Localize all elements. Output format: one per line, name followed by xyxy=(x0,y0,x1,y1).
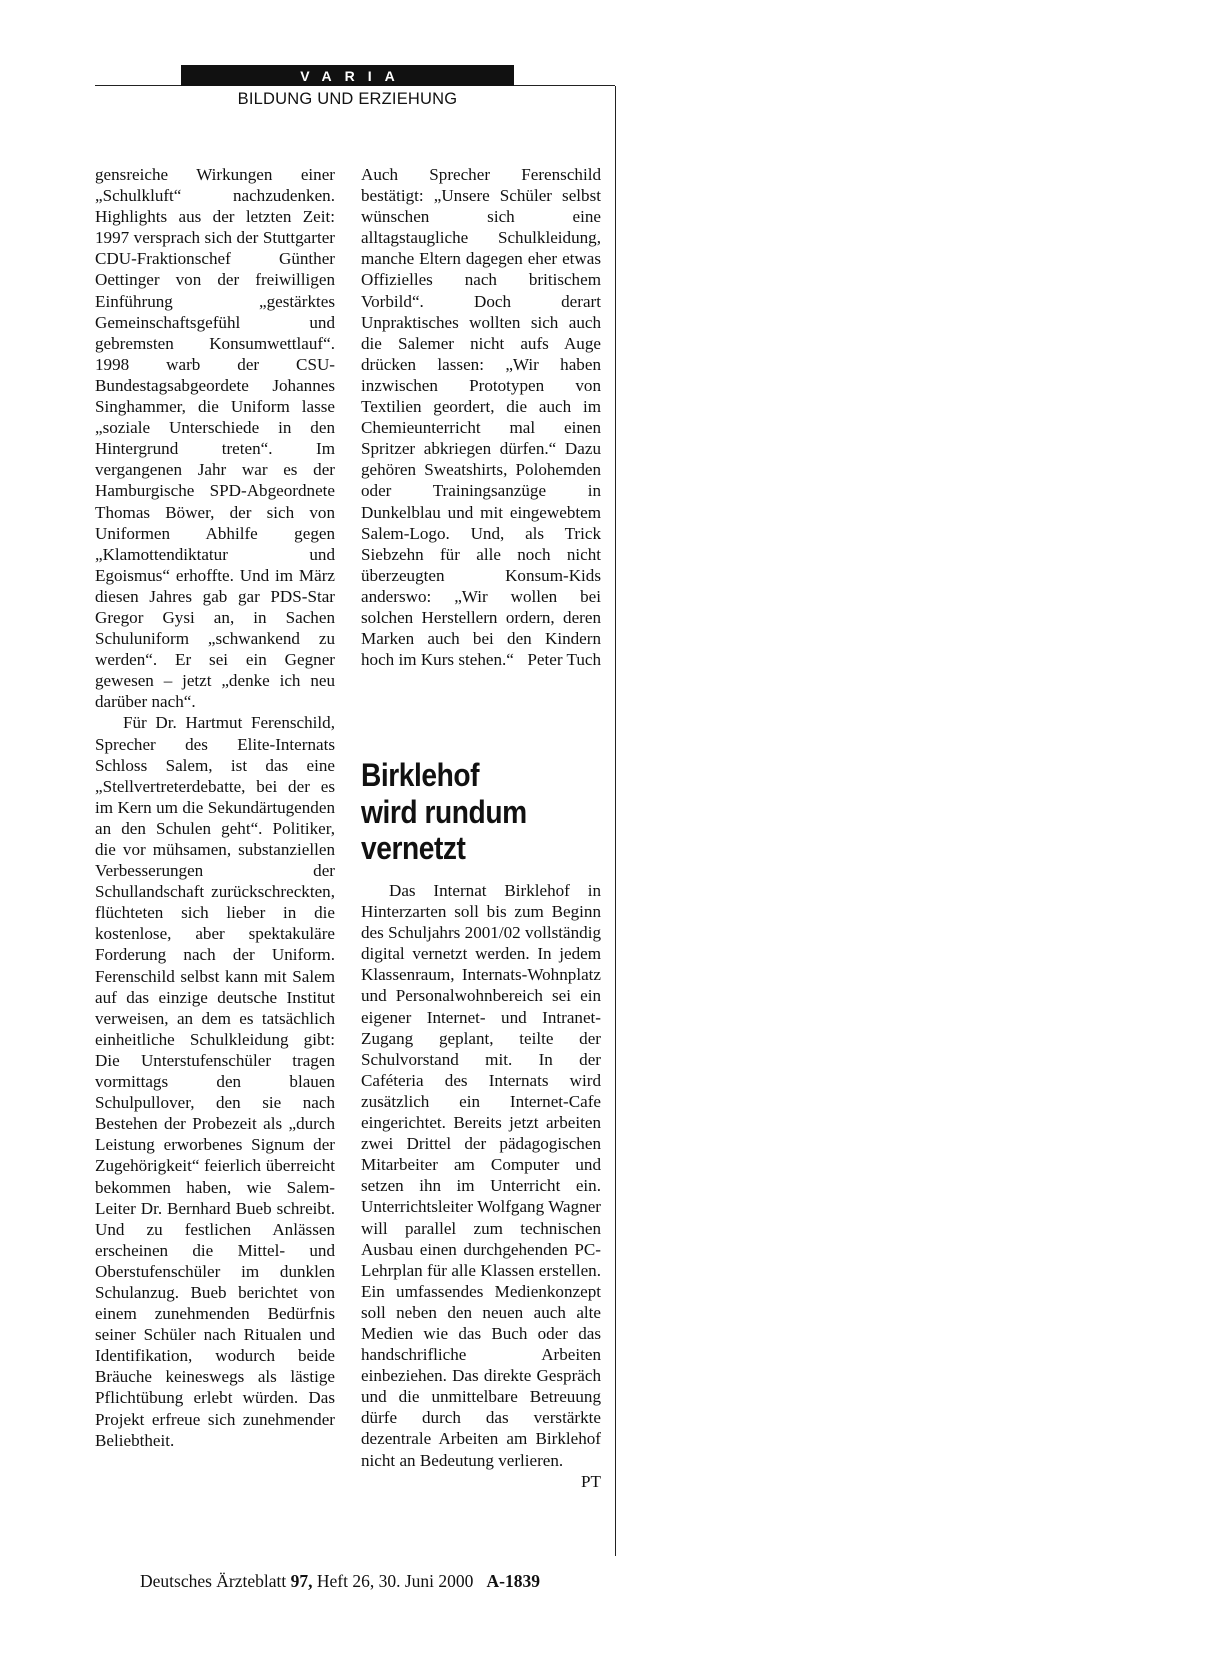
section-title: VARIA xyxy=(300,67,408,84)
right-paragraph-1 xyxy=(361,164,601,670)
right-column xyxy=(361,164,601,670)
page-footer xyxy=(140,1571,610,1592)
article-paragraph xyxy=(361,880,601,1491)
left-column xyxy=(95,164,335,1451)
left-paragraph-1: gensreiche Wirkungen einer „Schulkluft“ nachzudenken. Highlights aus der letzten Zeit: 1997 versprach sich der Stuttgarter CDU-Fraktionschef Günther Oettinger von der freiwilligen Einführung „gestärktes Gemeinschaftsgefühl und gebremsten Konsumwettlauf“. 1998 warb der CSU-Bundestagsabgeordete Johannes Singhammer, die Uniform lasse „soziale Unterschiede in den Hintergrund treten“. Im vergangenen Jahr war es der Hamburgische SPD-Abgeordnete Thomas Böwer, der sich von Uniformen Abhilfe gegen „Klamottendiktatur und Egoismus“ erhoffte. Und im März diesen Jahres gab gar PDS-Star Gregor Gysi an, in Sachen Schuluniform „schwankend zu werden“. Er sei ein Gegner gewesen – jetzt „denke ich neu darüber nach“. xyxy=(95,165,335,712)
column-rule xyxy=(615,86,616,1556)
journal-name: Deutsches Ärzteblatt xyxy=(140,1571,287,1591)
page-number: A-1839 xyxy=(486,1571,541,1591)
subsection-title: BILDUNG UND ERZIEHUNG xyxy=(237,90,458,108)
right-paragraph-text: Auch Sprecher Ferenschild bestätigt: „Unsere Schüler selbst wünschen sich eine alltagstaugliche Schulkleidung, manche Eltern dagegen eher etwas Offizielles nach britischem Vorbild“. Doch derart Unpraktisches wollten sich auch die Salemer nicht aufs Auge drücken lassen: „Wir haben inzwischen Prototypen von Textilien geordert, die auch im Chemieunterricht mal einen Spritzer abkriegen dürfen.“ Dazu gehören Sweatshirts, Polohemden oder Trainingsanzüge in Dunkelblau und mit eingewebtem Salem-Logo. Und, als Trick Siebzehn für alle noch nicht überzeugten Konsum-Kids anderswo: „Wir wollen bei solchen Herstellern ordern, deren Marken auch bei den Kindern hoch im Kurs stehen.“ xyxy=(361,165,601,670)
section-banner xyxy=(181,65,514,86)
article-author: PT xyxy=(581,1471,601,1491)
journal-issue: Heft 26, 30. Juni 2000 xyxy=(316,1571,474,1591)
article-body xyxy=(361,880,601,1492)
article-text: Das Internat Birklehof in Hinterzarten soll bis zum Beginn des Schuljahrs 2001/02 vollständig digital vernetzt werden. In jedem Klassenraum, Internats-Wohnplatz und Personalwohnbereich sei ein eigener Internet- und Intranet-Zugang geplant, teilte der Schulvorstand mit. In der Caféteria des Internats wird zusätzlich ein Internet-Cafe eingerichtet. Bereits jetzt arbeiten zwei Drittel der pädagogischen Mitarbeiter am Computer und setzen ihn im Unterricht ein. Unterrichtsleiter Wolfgang Wagner will parallel zum technischen Ausbau einen durchgehenden PC-Lehrplan für alle Klassen erstellen. Ein umfassendes Medienkonzept soll neben den neuen auch alte Medien wie das Buch oder das handschrifliche Arbeiten einbeziehen. Das direkte Gespräch und die unmittelbare Betreuung dürfe durch das verstärkte dezentrale Arbeiten am Birklehof nicht an Bedeutung verlieren. xyxy=(361,881,601,1470)
journal-volume: 97, xyxy=(290,1571,313,1591)
left-paragraph-2: Für Dr. Hartmut Ferenschild, Sprecher des Elite-Internats Schloss Salem, ist das eine „Stellvertreterdebatte, bei der es im Kern um die Sekundärtugenden an den Schulen geht“. Politiker, die vor mühsamen, substanziellen Verbesserungen der Schullandschaft zurückschreckten, flüchteten sich lieber in die kostenlose, aber spektakuläre Forderung nach der Uniform. Ferenschild selbst kann mit Salem auf das einzige deutsche Institut verweisen, an dem es tatsächlich einheitliche Schulkleidung gibt: Die Unterstufenschüler tragen vormittags den blauen Schulpullover, den sie nach Bestehen der Probezeit als „durch Leistung erworbenes Signum der Zugehörigkeit“ feierlich überreicht bekommen haben, wie Salem-Leiter Dr. Bernhard Bueb schreibt. Und zu festlichen Anlässen erscheinen die Mittel- und Oberstufenschüler im dunklen Schulanzug. Bueb berichtet von einem zunehmenden Bedürfnis seiner Schüler nach Ritualen und Identifikation, wodurch beide Bräuche keineswegs als lästige Pflichtübung erlebt würden. Das Projekt erfreue sich zunehmender Beliebtheit. xyxy=(95,713,335,1450)
article-headline: Birklehof wird rundum vernetzt xyxy=(361,757,527,866)
author-signature: Peter Tuch xyxy=(527,650,601,670)
